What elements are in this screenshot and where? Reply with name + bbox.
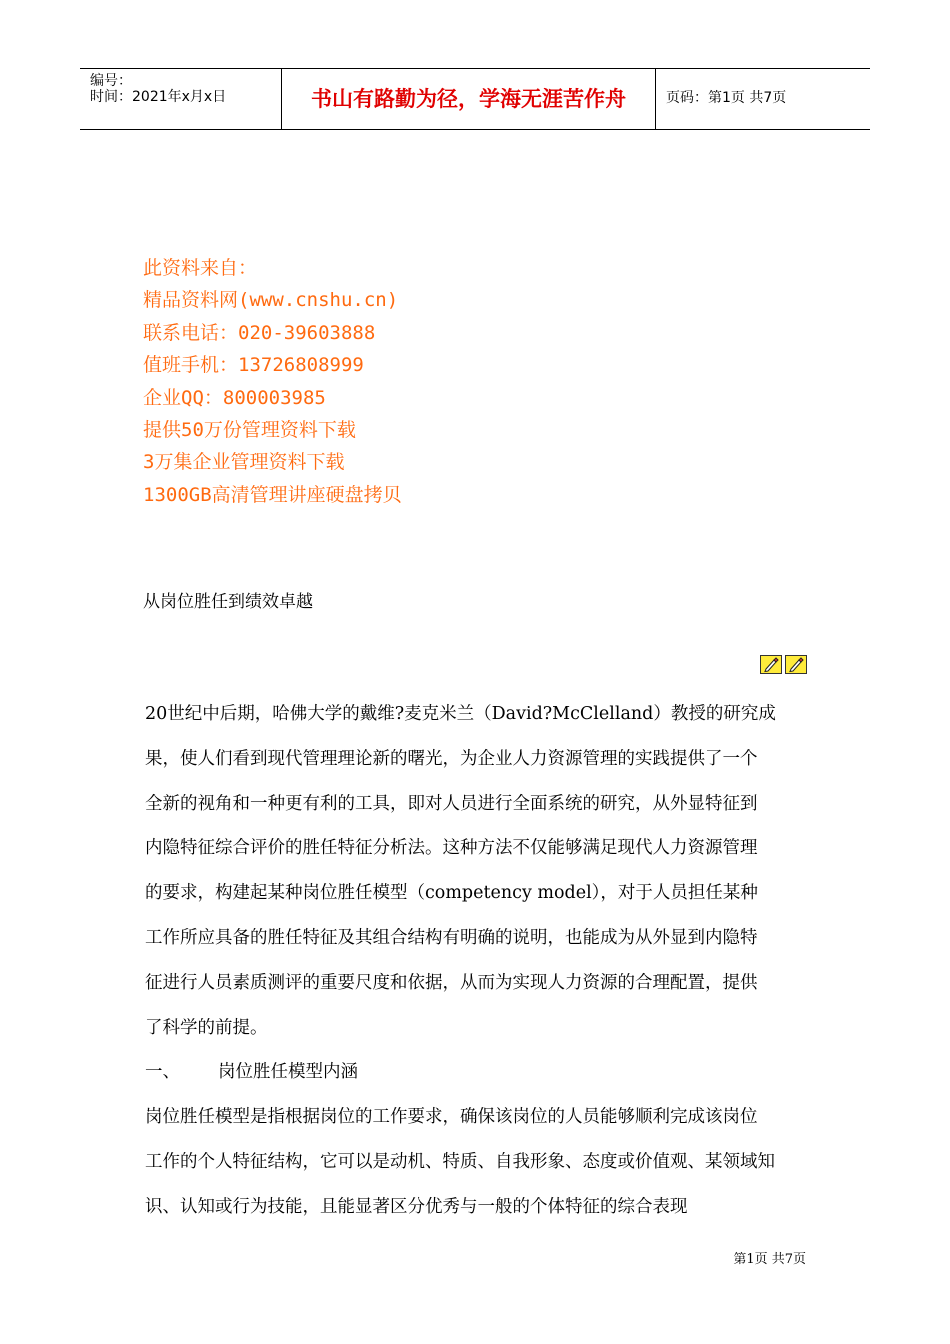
ad-line-website: 精品资料网(www.cnshu.cn): [143, 289, 399, 312]
pencil-icon[interactable]: [785, 655, 807, 674]
paragraph-line: 果，使人们看到现代管理理论新的曙光，为企业人力资源管理的实践提供了一个: [145, 748, 758, 769]
document-time-label: 时间：2021年x月x日: [90, 89, 227, 105]
page-header: [80, 68, 870, 130]
pencil-icon[interactable]: [760, 655, 782, 674]
header-motto-cell: [281, 69, 656, 129]
paragraph-line: 的要求，构建起某种岗位胜任模型（competency model），对于人员担任某种: [145, 883, 758, 904]
ad-line-offer-2: 3万集企业管理资料下载: [143, 451, 345, 474]
ad-line-source: 此资料来自：: [143, 257, 258, 279]
article-title: 从岗位胜任到绩效卓越: [143, 592, 313, 612]
paragraph-line: 20世纪中后期，哈佛大学的戴维?麦克米兰（David?McClelland）教授的研究成: [145, 704, 776, 724]
ad-line-offer-1: 提供50万份管理资料下载: [143, 418, 356, 441]
header-page-info: 页码：第1页 共7页: [666, 90, 787, 106]
paragraph-line: 征进行人员素质测评的重要尺度和依据，从而为实现人力资源的合理配置，提供: [145, 972, 758, 993]
source-ad-block: [143, 252, 402, 511]
paragraph-line: 全新的视角和一种更有利的工具，即对人员进行全面系统的研究，从外显特征到: [145, 793, 758, 814]
ad-line-qq: 企业QQ：800003985: [143, 386, 326, 409]
paragraph-line: 工作所应具备的胜任特征及其组合结构有明确的说明，也能成为从外显到内隐特: [145, 927, 758, 948]
paragraph-line: 工作的个人特征结构，它可以是动机、特质、自我形象、态度或价值观、某领域知: [145, 1151, 775, 1172]
paragraph-intro: [145, 692, 815, 1230]
section-heading-text: 岗位胜任模型内涵: [218, 1062, 358, 1083]
page-footer: 第1页 共7页: [733, 1252, 806, 1267]
paragraph-line: 岗位胜任模型是指根据岗位的工作要求，确保该岗位的人员能够顺利完成该岗位: [145, 1107, 758, 1128]
ad-line-phone: 联系电话：020-39603888: [143, 321, 376, 344]
paragraph-line: 了科学的前提。: [145, 1017, 268, 1038]
paragraph-line: 内隐特征综合评价的胜任特征分析法。这种方法不仅能够满足现代人力资源管理: [145, 838, 758, 859]
header-motto: 书山有路勤为径，学海无涯苦作舟: [311, 87, 626, 111]
ad-line-offer-3: 1300GB高清管理讲座硬盘拷贝: [143, 483, 402, 506]
ad-line-mobile: 值班手机：13726808999: [143, 354, 364, 377]
icon-group: [760, 655, 807, 674]
section-heading-number: 一、: [145, 1062, 180, 1083]
section-heading: [145, 1050, 815, 1095]
header-meta-cell: [80, 69, 281, 129]
header-page-cell: [656, 69, 870, 129]
paragraph-line: 识、认知或行为技能，且能显著区分优秀与一般的个体特征的综合表现: [145, 1196, 688, 1217]
document-number-label: 编号：: [90, 73, 132, 89]
